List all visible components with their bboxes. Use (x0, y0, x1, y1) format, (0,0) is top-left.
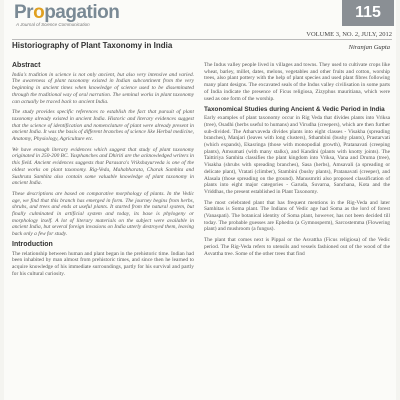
abstract-heading: Abstract (12, 62, 41, 69)
section-heading: Taxonomical Studies during Ancient & Vedic Period in India (204, 106, 385, 114)
header-rule (12, 39, 392, 40)
journal-header (4, 0, 396, 30)
introduction-heading: Introduction (12, 240, 53, 248)
abstract-paragraph-4: These descriptions are based on comparative morphology of plants. In the Vedic age, we find that this branch has emerged in form. The journey begins from herbs, shrubs, and trees and ends at useful plants. It started from the natural system, but finally culminated in artificial system and today, its base is phylogeny or morphology itself. A lot of literary materials on the subject were available in ancient India, but several foreign invasions on India utterly destroyed them, leaving back only a few for study. (12, 190, 194, 238)
journal-subtitle: A Journal of Science Communication (16, 22, 90, 27)
body-paragraph-2: Early examples of plant taxonomy occur in Rig Veda that divides plants into Vriksa (tree), Osadhi (herbs useful to humans) and Virudha (creepers), which are then further sub-divided. The Atharvaveda divides plants into eight classes - Visakha (spreading branches), Manjari (leaves with long clusters), Sthambini (bushy plants), Prastarvati (which expands), Ekasringa (those with monopodial growth), Pratanavati (creeping plants), Amsumati (with many stalks), and Kandini (plants with knotty joints). The Taittiriya Samhita classifies the plant kingdom into Vriksa, Vana and Druma (tree), Visakha (shrubs with spreading branches), Sasa (herbs), Amsavali (a spreading or delicate plant), Vratati (climber), Stambini (bushy plants), Pratanavati (creeper), and Alasala (those spreading on the ground). Manusmriti also proposed classification of plants into eight major categories - Garuda, Suvarna, Sanchana, Kota and the Vriddhas, the present established in Plant Taxonomy. (204, 115, 390, 195)
abstract-paragraph-3: We have enough literary evidences which suggest that study of plant taxonomy originated in 250-200 BC. Yasphanches and Dhiriti are the acknowledged writers in this field. Ancient evidences suggests that Parasara's Vrikshayurveda is one of the oldest works on plant taxonomy. Rig-Veda, Mahabharata, Charak Samhita and Sushruta Samhita also contain some valuable knowledge of plant taxonomy in ancient India. (12, 146, 194, 187)
journal-page (4, 0, 396, 400)
body-paragraph-4: The plant that comes next is Pippal or the Asvattha (Ficus religiosa) of the Vedic period. The Rig-Veda refers to utensils and vessels fashioned out of the wood of the Asvattha tree. Some of the other trees that find (204, 237, 390, 257)
abstract-paragraph-1: India's tradition in science is not only ancient, but also very intensive and varied. The awareness of plant taxonomy existed in Indian subcontinent from the very beginning in ancient times when knowledge of science used to be disseminated through the traditional way of oral narration. The seminal works in plant taxonomy can actually be traced back to ancient India. (12, 71, 194, 105)
page-number: 115 (342, 0, 394, 26)
article-title: Historiography of Plant Taxonomy in India (12, 41, 173, 50)
journal-logo: Propagation (14, 2, 120, 23)
right-column (204, 62, 390, 261)
left-column (12, 60, 194, 281)
body-paragraph-3: The most celebrated plant that has frequent mentions in the Rig-Veda and later Samhitas is Soma plant. The Indians of Vedic age had Soma as the lord of forest (Vanaspati). The botanical identity of Soma plant, however, has not been decided till today. The probable guesses are Ephedra (a Gymnosperm), Sarcostemma (Flowering plant) and mushroom (a fungus). (204, 199, 390, 233)
introduction-paragraph-1: The relationship between human and plant began in the prehistoric time. Indian had been inhabited by man almost from prehistoric times, and since then he learned to acquire knowledge of his immediate surroundings, partly for his survival and partly for his cultural curiosity. (12, 250, 194, 277)
article-author: Niranjan Gupta (348, 44, 390, 51)
body-paragraph-1: The Indus valley people lived in villages and towns. They used to cultivate crops like wheat, barley, millet, dates, melons, vegetables and other fruits and cotton, worship trees, also plant pottery with the help of plant species and used plant fibres following many plant designs. The excavated seals of the Indus valley civilisation in some parts of India indicate the presence of Ficus religiosa, Zizyphus mauritiana, which were used as one form of the worship. (204, 62, 390, 102)
abstract-paragraph-2: The study provides specific references to establish the fact that pursuit of plant taxonomy already existed in ancient India. Historic and literary evidences suggest that the science of identification and nomenclature of plant were already present in ancient India. It was the basis of different branches of science like Herbal medicine, Anatomy, Physiology, Agriculture etc. (12, 109, 194, 143)
volume-line: VOLUME 3, NO. 2, JULY, 2012 (306, 31, 392, 38)
